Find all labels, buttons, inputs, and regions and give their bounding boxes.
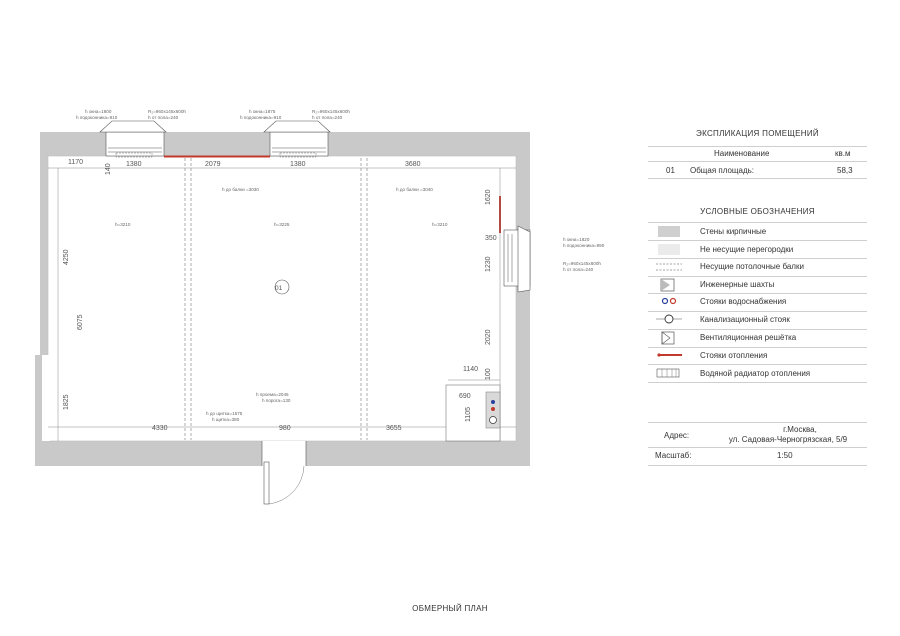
divider (648, 465, 867, 466)
divider (648, 382, 867, 383)
legend-label-walls: Стены кирпичные (700, 227, 767, 236)
window-1 (100, 121, 166, 157)
partition-swatch (658, 244, 680, 255)
column-name-header: Наименование (714, 149, 770, 158)
divider (648, 258, 867, 259)
divider (648, 240, 867, 241)
divider (648, 422, 867, 423)
w2-note-d: h от пола=240 (312, 115, 343, 120)
height-center: h=3225 (274, 222, 290, 227)
left-recess (42, 355, 50, 441)
divider (648, 293, 867, 294)
beam-dashed-lines-icon (656, 261, 682, 273)
w1-note-d: h от пола=240 (148, 115, 179, 120)
dim-1620: 1620 (485, 189, 492, 205)
legend-label-radiator: Водяной радиатор отопления (700, 369, 811, 378)
legend-label-beams: Несущие потолочные балки (700, 262, 804, 271)
dim-bottom-right: 3655 (386, 425, 402, 432)
divider (648, 161, 867, 162)
dim-2020: 2020 (485, 329, 492, 345)
engineering-shaft (446, 385, 500, 441)
water-riser-circles-icon (660, 296, 680, 306)
window-2 (264, 121, 330, 157)
dim-1825: 1825 (63, 394, 70, 410)
w1-note-c: R₂=960х145х600h (148, 109, 186, 114)
dim-4250: 4250 (63, 249, 70, 265)
legend-label-water: Стояки водоснабжения (700, 297, 787, 306)
dim-1230: 1230 (485, 256, 492, 272)
door-note-c: h до щитка=1575 (206, 411, 243, 416)
w3-note-a: h окна=1820 (563, 237, 590, 242)
w2-note-b: h подоконника=910 (240, 115, 282, 120)
door-note-d: h щитка=380 (212, 417, 240, 422)
dim-bottom-door: 980 (279, 425, 291, 432)
dim-top-window2: 1380 (290, 161, 306, 168)
dim-shaft-width: 1140 (463, 366, 479, 373)
legend-label-partitions: Не несущие перегородки (700, 245, 794, 254)
beam-height-2: h до балки =3040 (396, 187, 433, 192)
door-note-b: h порога=130 (262, 398, 291, 403)
w1-note-a: h окна=1800 (85, 109, 112, 114)
heating-riser-line-icon (656, 350, 682, 360)
room-row-area: 58,3 (837, 166, 853, 175)
brick-wall-swatch (658, 226, 680, 237)
beam-height-1: h до балки =3030 (222, 187, 259, 192)
divider (648, 447, 867, 448)
w3-note-c: R₂=960х145х600h (563, 261, 601, 266)
legend-label-sewer: Канализационный стояк (700, 315, 790, 324)
dim-100: 100 (485, 368, 492, 380)
drawing-title: ОБМЕРНЫЙ ПЛАН (412, 604, 488, 613)
column-area-header: кв.м (835, 149, 851, 158)
dim-top-window1: 1380 (126, 161, 142, 168)
scale-label: Масштаб: (655, 451, 692, 460)
dim-6075: 6075 (77, 314, 84, 330)
w3-note-d: h от пола=240 (563, 267, 594, 272)
divider (648, 311, 867, 312)
divider (648, 222, 867, 223)
address-label: Адрес: (664, 431, 690, 440)
divider (648, 178, 867, 179)
door-note-a: h проема=2045 (256, 392, 289, 397)
sewer-riser-circle-icon (656, 313, 682, 325)
legend-label-heating: Стояки отопления (700, 351, 768, 360)
w3-note-b: h подоконника=990 (563, 243, 605, 248)
legend-label-shafts: Инженерные шахты (700, 280, 775, 289)
w1-note-b: h подоконника=910 (76, 115, 118, 120)
room-row-name: Общая площадь: (690, 166, 755, 175)
legend-title: УСЛОВНЫЕ ОБОЗНАЧЕНИЯ (700, 207, 815, 216)
window-3 (504, 226, 530, 292)
dim-1105: 1105 (465, 406, 472, 422)
entry-door (262, 441, 306, 504)
height-left: h=3210 (115, 222, 131, 227)
radiator-symbol-icon (656, 367, 682, 379)
divider (648, 276, 867, 277)
scale-value: 1:50 (777, 451, 793, 460)
w2-note-a: h окна=1875 (249, 109, 276, 114)
dim-top-mid: 2079 (205, 161, 221, 168)
height-right: h=3210 (432, 222, 448, 227)
dim-top-right: 3680 (405, 161, 421, 168)
dim-bottom-left: 4330 (152, 425, 168, 432)
explication-title: ЭКСПЛИКАЦИЯ ПОМЕЩЕНИЙ (696, 129, 819, 138)
divider (648, 364, 867, 365)
divider (648, 146, 867, 147)
room-row-number: 01 (666, 166, 675, 175)
room-number: 01 (275, 285, 283, 292)
dim-shaft-depth: 690 (459, 393, 471, 400)
shaft-symbol-icon (660, 278, 676, 292)
divider (648, 329, 867, 330)
dim-top-left: 1170 (68, 159, 84, 166)
divider (648, 347, 867, 348)
dim-right-350: 350 (485, 235, 497, 242)
address-line-1: г.Москва, (783, 425, 817, 434)
legend-label-vent: Вентиляционная решётка (700, 333, 797, 342)
vent-grille-icon (658, 330, 678, 346)
w2-note-c: R₂=960х145х600h (312, 109, 350, 114)
dim-140: 140 (105, 163, 112, 175)
address-line-2: ул. Садовая-Черногрязская, 5/9 (728, 435, 848, 444)
